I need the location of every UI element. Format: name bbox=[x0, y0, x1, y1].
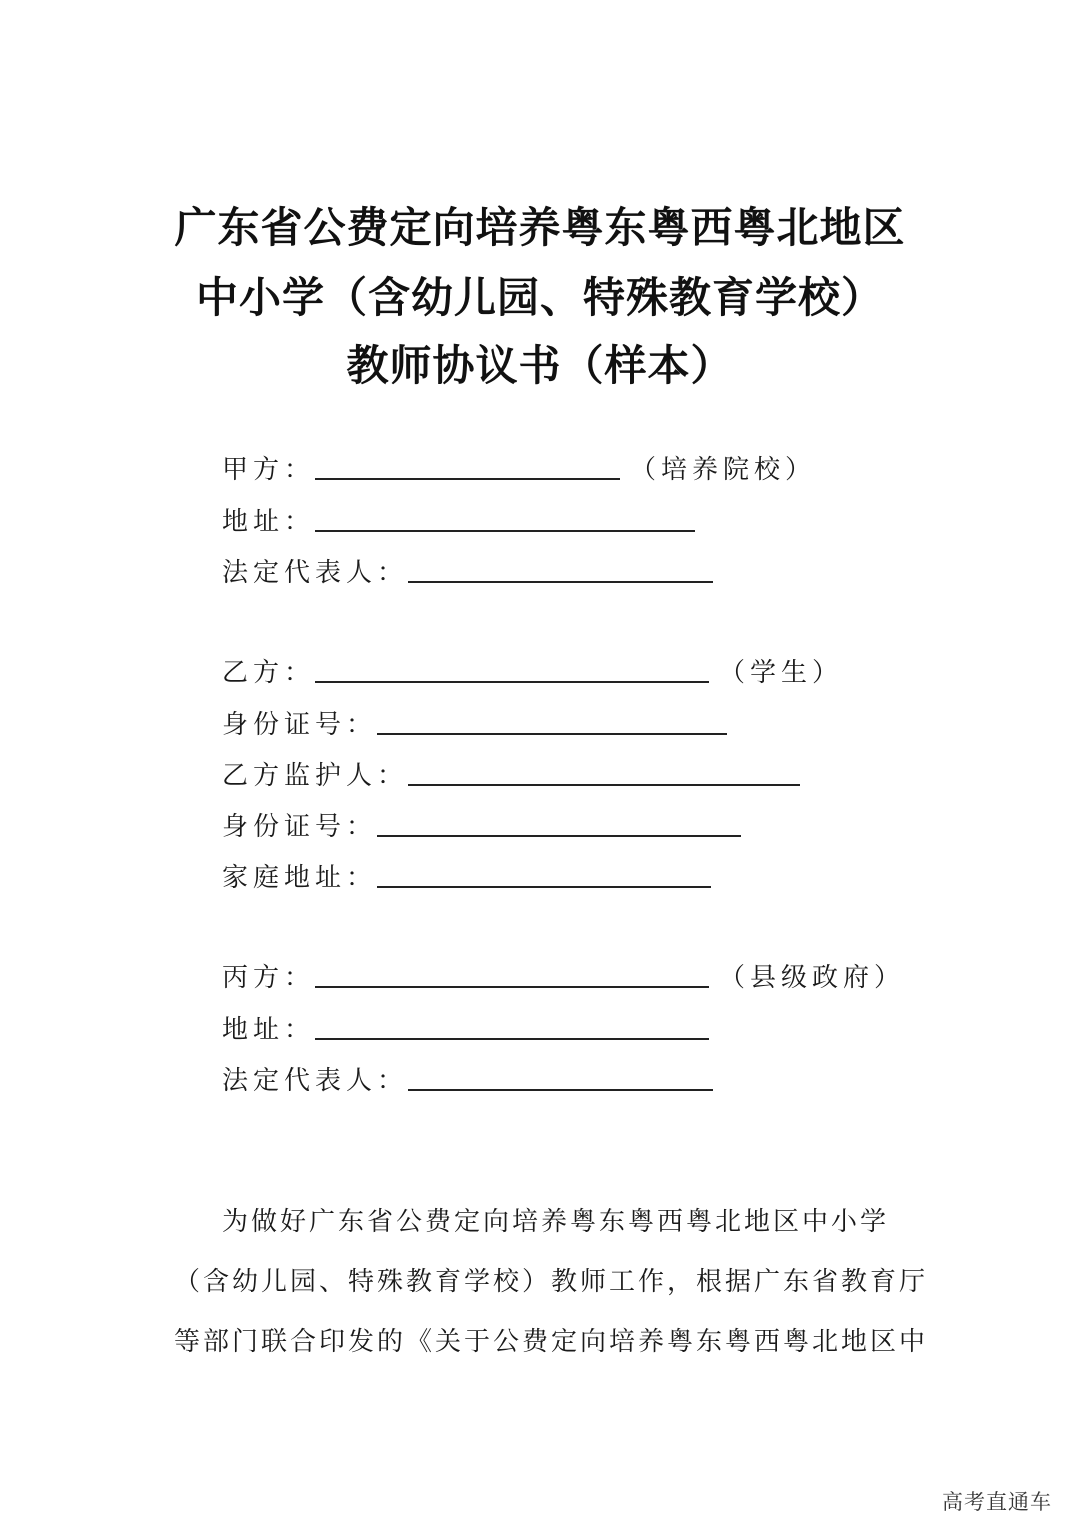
party-a-field bbox=[222, 445, 816, 485]
page-title-line-1: 广东省公费定向培养粤东粤西粤北地区 bbox=[174, 203, 906, 252]
party-b-guardian-blank[interactable] bbox=[408, 758, 800, 786]
preamble-line-3: 等部门联合印发的《关于公费定向培养粤东粤西粤北地区中 bbox=[174, 1327, 929, 1357]
preamble-line-1: 为做好广东省公费定向培养粤东粤西粤北地区中小学 bbox=[222, 1207, 890, 1237]
party-c-address-blank[interactable] bbox=[315, 1012, 709, 1040]
party-c-blank[interactable] bbox=[315, 960, 709, 988]
source-watermark: 高考直通车 bbox=[942, 1490, 1052, 1514]
party-a-representative-blank[interactable] bbox=[408, 555, 713, 583]
party-b-id-field bbox=[222, 700, 727, 740]
party-b-guardian-label: 乙方监护人： bbox=[222, 761, 409, 791]
party-c-note: （县级政府） bbox=[719, 963, 906, 993]
party-b-note: （学生） bbox=[719, 658, 844, 688]
party-b-id-blank[interactable] bbox=[377, 707, 727, 735]
preamble-line-2: （含幼儿园、特殊教育学校）教师工作，根据广东省教育厅 bbox=[174, 1267, 929, 1297]
party-c-representative-label: 法定代表人： bbox=[222, 1066, 409, 1096]
party-b-field bbox=[222, 648, 843, 688]
party-c-label: 丙方： bbox=[222, 963, 316, 993]
agreement-preamble bbox=[174, 1192, 934, 1372]
party-b-id-label: 身份证号： bbox=[222, 710, 378, 740]
party-b-guardian-field bbox=[222, 751, 800, 791]
party-b-home-address-label: 家庭地址： bbox=[222, 863, 378, 893]
party-b-home-address-blank[interactable] bbox=[377, 860, 711, 888]
party-a-note: （培养院校） bbox=[630, 455, 817, 485]
page-title-line-2: 中小学（含幼儿园、特殊教育学校） bbox=[195, 273, 884, 322]
party-a-address-label: 地址： bbox=[222, 507, 316, 537]
party-c-address-field bbox=[222, 1005, 709, 1045]
party-c-field bbox=[222, 953, 905, 993]
party-c-address-label: 地址： bbox=[222, 1015, 316, 1045]
party-b-guardian-id-blank[interactable] bbox=[377, 809, 741, 837]
party-b-home-address-field bbox=[222, 853, 711, 893]
party-a-address-blank[interactable] bbox=[315, 504, 695, 532]
party-b-guardian-id-field bbox=[222, 802, 741, 842]
party-c-representative-blank[interactable] bbox=[408, 1063, 713, 1091]
party-b-blank[interactable] bbox=[315, 655, 709, 683]
party-a-representative-field bbox=[222, 548, 713, 588]
party-a-blank[interactable] bbox=[315, 452, 620, 480]
party-b-guardian-id-label: 身份证号： bbox=[222, 812, 378, 842]
party-c-representative-field bbox=[222, 1056, 713, 1096]
party-a-address-field bbox=[222, 497, 695, 537]
page-title-line-3: 教师协议书（样本） bbox=[346, 341, 734, 390]
party-a-label: 甲方： bbox=[222, 455, 316, 485]
party-a-representative-label: 法定代表人： bbox=[222, 558, 409, 588]
party-b-label: 乙方： bbox=[222, 658, 316, 688]
